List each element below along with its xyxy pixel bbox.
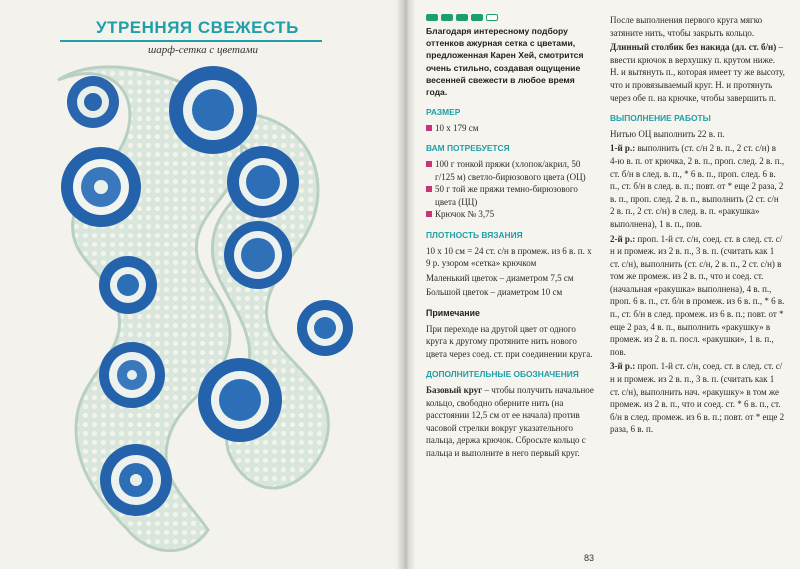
column2-top-text: После выполнения первого круга мягко затяните нить, чтобы закрыть кольцо. — [610, 15, 763, 38]
flower-8 — [99, 342, 165, 408]
work-heading: ВЫПОЛНЕНИЕ РАБОТЫ — [610, 113, 711, 124]
basic-circle-label: Базовый круг — [426, 384, 483, 395]
bullet-icon — [426, 211, 432, 217]
title-rule — [60, 40, 322, 42]
extra-heading: ДОПОЛНИТЕЛЬНЫЕ ОБОЗНАЧЕНИЯ — [426, 369, 579, 380]
work-start: Нитью ОЦ выполнить 22 в. п. — [610, 128, 725, 139]
gauge-heading: ПЛОТНОСТЬ ВЯЗАНИЯ — [426, 229, 523, 240]
bullet-icon — [426, 161, 432, 167]
long-stitch-text: – ввести крючок в верхушку п. крутом ниже. Н. и вытянуть п., которая имеет ту же высоту, что и провязываемый круг. Н. и протянуть через обе п. на крючке, чтобы завершить п. — [610, 42, 785, 103]
long-stitch-label: Длинный столбик без накида (дл. ст. б/н) — [610, 42, 777, 53]
size-value: 10 x 179 см — [435, 122, 479, 133]
materials-heading: ВАМ ПОТРЕБУЕТСЯ — [426, 143, 510, 154]
row2-text: проп. 1-й ст. с/н, соед. ст. в след. ст. с/н и промеж. из 2 в. п., 3 в. п. (считать как 1 ст. с/н), выполнить (ст. с/н, 2 в. п., 2 ст. с/н) в том же промеж. из 2 в. п., что и соед. ст. (начальная «ракушка» выполнена), 4 в. п., проп. 6 в. п., ст. б/н в промеж. из 6 в. п., * 6 в. п., ст. б/н в след. промеж. из 6 в. п.; повт. от * еще 2 раз, 4 в. п., выполнить «ракушку» в промеж. из 2 в. п. посл. «ракушки», 1 в. п., пов. — [610, 233, 785, 357]
flower-4 — [227, 146, 299, 218]
big-flower-size: Большой цветок – диаметром 10 см — [426, 287, 563, 298]
material-item: 50 г той же пряжи темно-бирюзового цвета (ЦЦ) — [435, 184, 578, 207]
flower-6 — [99, 256, 157, 314]
material-item: 100 г тонкой пряжи (хлопок/акрил, 50 г/125 м) светло-бирюзового цвета (ОЦ) — [435, 159, 586, 182]
flower-9 — [198, 358, 282, 442]
note-text: При переходе на другой цвет от одного круга к другому протяните нить нового цвета через соед. ст. при соединении круга. — [426, 323, 593, 359]
page-subtitle: шарф-сетка с цветами — [148, 44, 259, 56]
material-item: Крючок № 3,75 — [435, 209, 495, 220]
intro-text: Благодаря интересному подбору оттенков ажурная сетка с цветами, предложенная Карен Хей, смотрится очень стильно, создавая ощущение весенней свежести в любое время года. — [426, 26, 584, 98]
row1-label: 1-й р.: — [610, 143, 636, 154]
flower-2 — [169, 66, 257, 154]
row2-label: 2-й р.: — [610, 233, 636, 244]
right-page — [405, 0, 800, 569]
text-column-1 — [426, 14, 594, 461]
difficulty-rating — [426, 14, 594, 21]
page-title: УТРЕННЯЯ СВЕЖЕСТЬ — [96, 18, 299, 37]
bullet-icon — [426, 125, 432, 131]
flower-5 — [224, 221, 292, 289]
flower-3 — [61, 147, 141, 227]
book-gutter — [396, 0, 416, 569]
crochet-scarf-photo — [18, 60, 378, 565]
note-heading: Примечание — [426, 307, 480, 318]
gauge-text: 10 x 10 см = 24 ст. с/н в промеж. из 6 в. п. x 9 р. узором «сетка» крючком — [426, 245, 592, 269]
row3-label: 3-й р.: — [610, 361, 636, 372]
page-number: 83 — [584, 553, 595, 563]
bullet-icon — [426, 186, 432, 192]
text-column-2 — [610, 14, 785, 438]
size-heading: РАЗМЕР — [426, 107, 461, 118]
small-flower-size: Маленький цветок – диаметром 7,5 см — [426, 272, 574, 283]
row3-text: проп. 1-й ст. с/н, соед. ст. в след. ст. с/н и промеж. из 2 в. п., 3 в. п. (считать как 1 ст. с/н), выполнить нач. «ракушку» в том же промеж. из 2 в. п., что и соед. ст. * 6 в. п., ст. б/н в след. промеж. из 6 в. п.; повт. от * еще 2 раза, 6 в. п. — [610, 361, 785, 435]
flower-1 — [67, 76, 119, 128]
row1-text: выполнить (ст. с/н 2 в. п., 2 ст. с/н) в 4-ю в. п. от крючка, 2 в. п., проп. след. 2 в. п., ст. б/н в след. в. п., * 6 в. п., проп. след. 6 в. п., ст. б/н в след. в. п.; повт. от * еще 2 раза, 2 в. п., проп. след. 2 в. п., выполнить (2 ст. с/н 2 в. п., 2 ст. с/н) в след. в. п. «ракушка» выполнена), 1 в. п., пов. — [610, 143, 785, 229]
basic-circle-text: – чтобы получить начальное кольцо, свободно оберните нить (на расстоянии 12,5 см от ее начала) против часовой стрелки вокруг указательного пальца, держа крючок. Сбросьте кольцо с пальца и выполните в него первый круг. — [426, 384, 594, 458]
flower-10 — [100, 444, 172, 516]
flower-7 — [297, 300, 353, 356]
